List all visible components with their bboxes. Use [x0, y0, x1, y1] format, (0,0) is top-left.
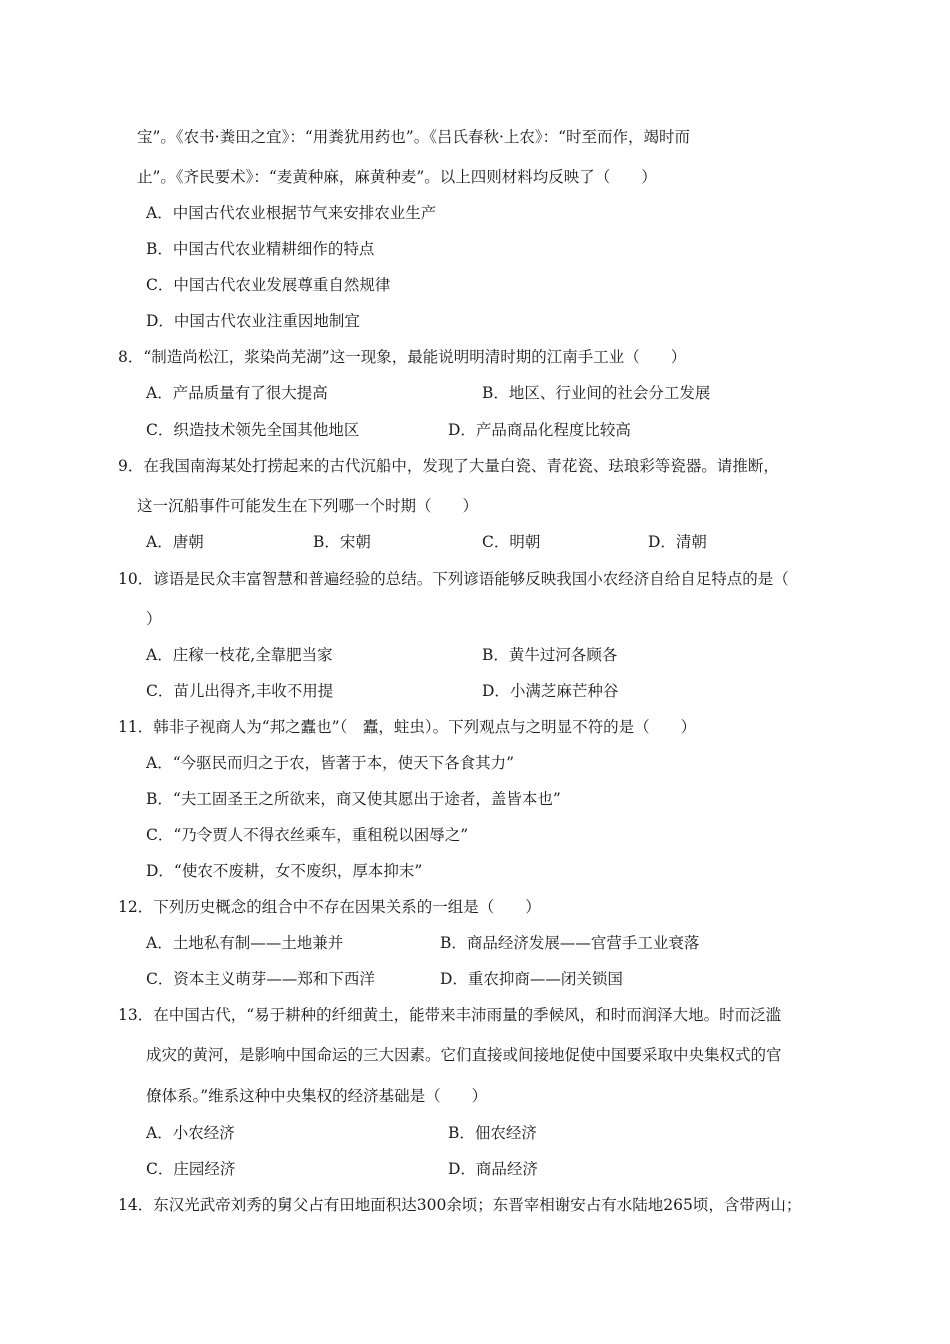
q8-option-b: B．地区、行业间的社会分工发展 — [482, 384, 711, 402]
q11-option-c: C．“乃令贾人不得衣丝乘车，重租税以困辱之” — [146, 826, 469, 844]
q12-option-b: B．商品经济发展——官营手工业衰落 — [440, 934, 700, 952]
q12-stem: 12．下列历史概念的组合中不存在因果关系的一组是（ ） — [118, 898, 541, 916]
q13-stem-line3: 僚体系。”维系这种中央集权的经济基础是（ ） — [146, 1087, 488, 1105]
q12-option-a: A．土地私有制——土地兼并 — [146, 934, 344, 952]
q8-option-d: D．产品商品化程度比较高 — [448, 421, 631, 439]
q9-option-a: A．唐朝 — [146, 533, 204, 551]
q11-option-b: B．“夫工固圣王之所欲来，商又使其愿出于途者，盖皆本也” — [146, 790, 561, 808]
q10-stem-line2: ） — [146, 610, 162, 628]
q9-stem-line1: 9．在我国南海某处打捞起来的古代沉船中，发现了大量白瓷、青花瓷、珐琅彩等瓷器。请推断， — [118, 457, 779, 475]
q13-option-d: D．商品经济 — [448, 1160, 538, 1178]
q7-option-c: C．中国古代农业发展尊重自然规律 — [146, 276, 391, 294]
q9-option-c: C．明朝 — [482, 533, 541, 551]
q7-stem-line2: 止”。《齐民要术》：“麦黄种麻，麻黄种麦”。以上四则材料均反映了（ ） — [137, 168, 657, 186]
q13-option-c: C．庄园经济 — [146, 1160, 236, 1178]
q7-option-b: B．中国古代农业精耕细作的特点 — [146, 240, 375, 258]
q7-option-a: A．中国古代农业根据节气来安排农业生产 — [146, 204, 437, 222]
q10-option-b: B．黄牛过河各顾各 — [482, 646, 618, 664]
q7-option-d: D．中国古代农业注重因地制宜 — [146, 312, 360, 330]
q13-stem-line1: 13．在中国古代，“易于耕种的纤细黄土，能带来丰沛雨量的季候风，和时而润泽大地。时而泛滥 — [118, 1006, 782, 1024]
q11-stem: 11．韩非子视商人为“邦之蠹也”（ 蠹，蛀虫）。下列观点与之明显不符的是（ ） — [118, 718, 697, 736]
q11-option-d: D．“使农不废耕，女不废织，厚本抑末” — [146, 862, 423, 880]
q12-option-c: C．资本主义萌芽——郑和下西洋 — [146, 970, 375, 988]
q13-stem-line2: 成灾的黄河，是影响中国命运的三大因素。它们直接或间接地促使中国要采取中央集权式的官 — [146, 1046, 782, 1064]
q10-option-a: A．庄稼一枝花,全靠肥当家 — [146, 646, 333, 664]
q8-stem: 8．“制造尚松江，浆染尚芜湖”这一现象，最能说明明清时期的江南手工业（ ） — [118, 348, 687, 366]
q7-stem-line1: 宝”。《农书·粪田之宜》：“用粪犹用药也”。《吕氏春秋·上农》：“时至而作，竭时而 — [137, 128, 691, 146]
q11-option-a: A．“今驱民而归之于农，皆著于本，使天下各食其力” — [146, 754, 515, 772]
q9-option-d: D．清朝 — [648, 533, 707, 551]
q13-option-a: A．小农经济 — [146, 1124, 235, 1142]
q9-stem-line2: 这一沉船事件可能发生在下列哪一个时期（ ） — [137, 497, 479, 515]
q10-option-c: C．苗儿出得齐,丰收不用提 — [146, 682, 334, 700]
q10-option-d: D．小满芝麻芒种谷 — [482, 682, 619, 700]
q13-option-b: B．佃农经济 — [448, 1124, 537, 1142]
q10-stem-line1: 10．谚语是民众丰富智慧和普遍经验的总结。下列谚语能够反映我国小农经济自给自足特点的是（ — [118, 570, 789, 588]
q14-stem-line1: 14．东汉光武帝刘秀的舅父占有田地面积达300余顷；东晋宰相谢安占有水陆地265顷，含带两山； — [118, 1196, 802, 1214]
q8-option-c: C．织造技术领先全国其他地区 — [146, 421, 360, 439]
q9-option-b: B．宋朝 — [313, 533, 371, 551]
q8-option-a: A．产品质量有了很大提高 — [146, 384, 328, 402]
q12-option-d: D．重农抑商——闭关锁国 — [440, 970, 623, 988]
